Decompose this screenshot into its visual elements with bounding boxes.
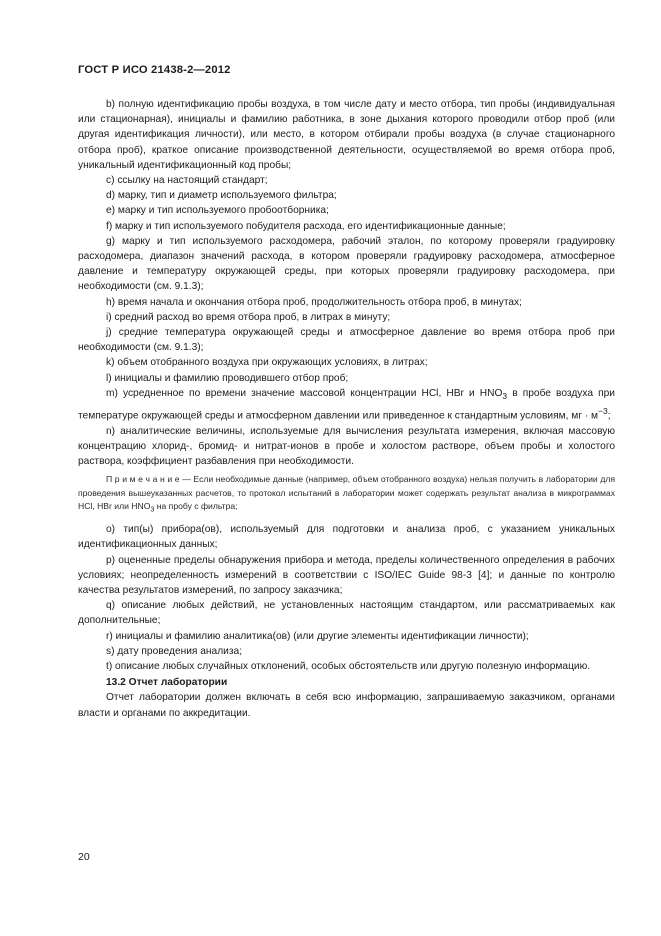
list-item-i: i) средний расход во время отбора проб, в литрах в минуту; (106, 311, 391, 323)
list-item-s: s) дату проведения анализа; (106, 645, 243, 657)
list-item-c: c) ссылку на настоящий стандарт; (106, 175, 268, 187)
note-label: П р и м е ч а н и е — (106, 474, 191, 485)
note (78, 473, 615, 517)
list-item-m-text-2: в пробе воздуха при температуре окружающей среды и атмосферном давлении или приведенное к стандартным условиям, мг · м (78, 387, 615, 422)
list-item-m-text-end: ; (607, 410, 611, 422)
list-item-n: n) аналитические величины, используемые для вычисления результата измерения, включая массовую концентрацию хлорид-, бромид- и нитрат-ионов в пробе и холостом растворе, объем пробы и холостого раствора, коэффициент разбавления при необходимости. (78, 425, 615, 468)
list-item-k: k) объем отобранного воздуха при окружающих условиях, в литрах; (106, 357, 428, 369)
list-item-e: e) марку и тип используемого пробоотборника; (106, 205, 329, 217)
note-text-end: на пробу с фильтра; (154, 501, 238, 512)
list-item-t: t) описание любых случайных отклонений, особых обстоятельств или другую полезную информацию. (106, 661, 591, 673)
list-item-d: d) марку, тип и диаметр используемого фильтра; (106, 190, 337, 202)
note-text: Если необходимые данные (например, объем отобранного воздуха) нельзя получить в лаборатории для проведения вышеуказанных расчетов, то протокол испытаний в лаборатории может содержать результат анализа в микрограммах HCl, HBr или HNO (78, 474, 616, 512)
list-item-l: l) инициалы и фамилию проводившего отбор проб; (106, 372, 349, 384)
list-item-p: p) оцененные пределы обнаружения прибора и метода, пределы количественного определения в рабочих условиях; неопределенность измерений в соответствии с ISO/IEC Guide 98-3 [4]; и данные по контролю качества результатов измерений, по запросу заказчика; (78, 554, 615, 597)
list-item-r: r) инициалы и фамилию аналитика(ов) (или другие элементы идентификации личности); (106, 630, 529, 642)
list-item-q: q) описание любых действий, не установленных настоящим стандартом, или рассматриваемых как дополнительные; (78, 600, 615, 627)
list-item-j: j) средние температура окружающей среды и атмосферное давление во время отбора проб при необходимости (см. 9.1.3); (78, 327, 615, 354)
section-paragraph: Отчет лаборатории должен включать в себя всю информацию, запрашиваемую заказчиком, органами власти и органами по аккредитации. (78, 692, 615, 719)
page-number: 20 (78, 851, 90, 863)
list-item-m (78, 386, 615, 424)
list-item-b: b) полную идентификацию пробы воздуха, в том числе дату и место отбора, тип пробы (индивидуальная или стационарная), инициалы и фамилию работника, в зоне дыхания которого проводили отбор проб (или другая идентификация личности), или место, в котором отбирали пробы воздуха (в случае стационарного отбора проб), краткое описание производственной деятельности, осуществляемой во время отбора проб, уникальный идентификационный код пробы; (78, 99, 615, 171)
list-item-m-text: m) усредненное по времени значение массовой концентрации HCl, HBr и HNO (106, 387, 503, 399)
list-item-o: o) тип(ы) прибора(ов), используемый для подготовки и анализа проб, с указанием уникальных идентификационных данных; (78, 524, 615, 551)
note-subscript: 3 (150, 505, 155, 514)
list-item-f: f) марку и тип используемого побудителя расхода, его идентификационные данные; (106, 220, 506, 232)
section-heading: 13.2 Отчет лаборатории (106, 677, 228, 689)
list-item-m-superscript: −3 (598, 406, 608, 417)
list-item-h: h) время начала и окончания отбора проб, продолжительность отбора проб, в минутах; (106, 296, 522, 308)
document-body (78, 97, 615, 721)
document-header: ГОСТ Р ИСО 21438-2—2012 (78, 64, 231, 76)
list-item-g: g) марку и тип используемого расходомера, рабочий эталон, по которому проверяли градуировку расходомера, диапазон значений расхода, в котором проверяли градуировку расходомера, атмосферное давление и температуру окружающей среды, при которых проверяли градуировку расходомера, при необходимости (см. 9.1.3); (78, 235, 615, 293)
list-item-m-subscript: 3 (502, 390, 508, 401)
